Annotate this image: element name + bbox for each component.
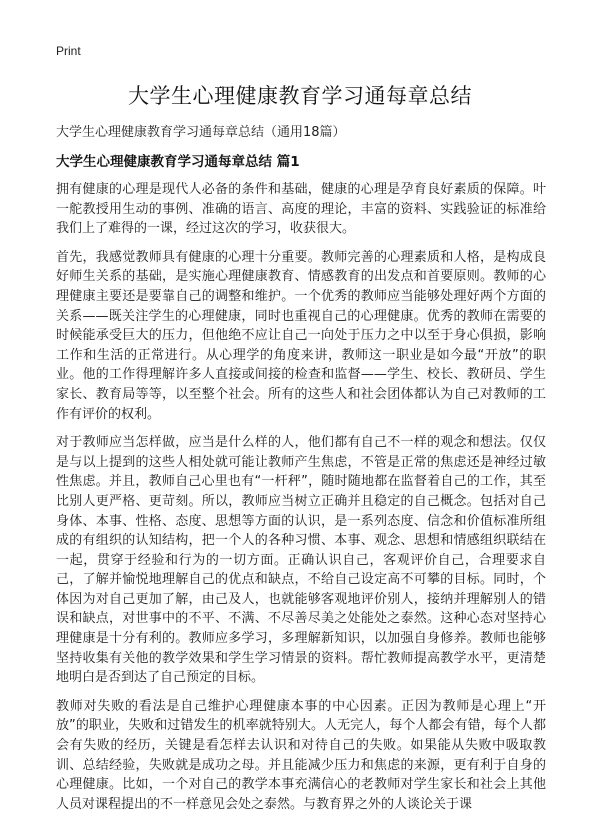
paragraph-2: 首先，我感觉教师具有健康的心理十分重要。教师完善的心理素质和人格，是构成良好师生关系的基础，是实施心理健康教育、情感教育的出发点和首要原则。教师的心理健康主要还是要靠自己的调整和维护。一个优秀的教师应当能够处理好两个方面的关系——既关注学生的心理健康，同时也重视自己的心理健康。优秀的教师在需要的时候能承受巨大的压力，但他绝不应让自己一向处于压力之中以至于身心俱损，影响工作和生活的正常进行。从心理学的角度来讲，教师这一职业是如今最“开放”的职业。他的工作得理解许多人直接或间接的检查和监督——学生、校长、教研员、学生家长、教育局等等，以至整个社会。所有的这些人和社会团体都认为自己对教师的工作有评价的权利。 [56, 249, 546, 422]
paragraph-1: 拥有健康的心理是现代人必备的条件和基础，健康的心理是孕育良好素质的保障。叶一舵教授用生动的事例、准确的语言、高度的理论，丰富的资料、实践验证的标准给我们上了难得的一课，经过这次的学习，收获很大。 [56, 182, 546, 237]
print-link[interactable]: Print [56, 44, 81, 58]
document-subtitle: 大学生心理健康教育学习通每章总结（通用18篇） [56, 125, 346, 140]
paragraph-4: 教师对失败的看法是自己维护心理健康本事的中心因素。正因为教师是心理上“开放”的职业，失败和过错发生的机率就特别大。人无完人，每个人都会有错，每个人都会有失败的经历，关键是看怎样去认识和对待自己的失败。如果能从失败中吸取教训、总结经验，失败就是成功之母。并且能减少压力和焦虑的来源，更有利于自身的心理健康。比如，一个对自己的教学本事充满信心的老教师对学生家长和社会上其他人员对课程提出的不一样意见会处之泰然。与教育界之外的人谈论关于课 [56, 698, 546, 812]
body-text [56, 180, 546, 823]
document-title: 大学生心理健康教育学习通每章总结 [128, 84, 472, 108]
section-heading: 大学生心理健康教育学习通每章总结 篇1 [56, 154, 300, 170]
paragraph-3: 对于教师应当怎样做，应当是什么样的人，他们都有自己不一样的观念和想法。仅仅是与以上提到的这些人相处就可能让教师产生焦虑，不管是正常的焦虑还是神经过敏性焦虑。并且，教师自己心里也有“一杆秤”，随时随地都在监督着自己的工作，其至比别人更严格、更苛刻。所以，教师应当树立正确并且稳定的自己概念。包括对自己身体、本事、性格、态度、思想等方面的认识，是一系列态度、信念和价值标准所组成的有组织的认知结构，把一个人的各种习惯、本事、观念、思想和情感组织联结在一起，贯穿于经验和行为的一切方面。正确认识自己，客观评价自己，合理要求自己，了解并愉悦地理解自己的优点和缺点，不给自己设定高不可攀的目标。同时，个体因为对自己更加了解，由己及人，也就能够客观地评价别人，接纳并理解别人的错误和缺点，对世事中的不平、不满、不尽善尽美之处能处之泰然。这种心态对坚持心理健康是十分有利的。教师应多学习，多理解新知识，以加强自身修养。教师也能够坚持收集有关他的教学效果和学生学习情景的资料。帮忙教师提高教学水平，更清楚地明白是否到达了自己预定的目标。 [56, 435, 546, 686]
